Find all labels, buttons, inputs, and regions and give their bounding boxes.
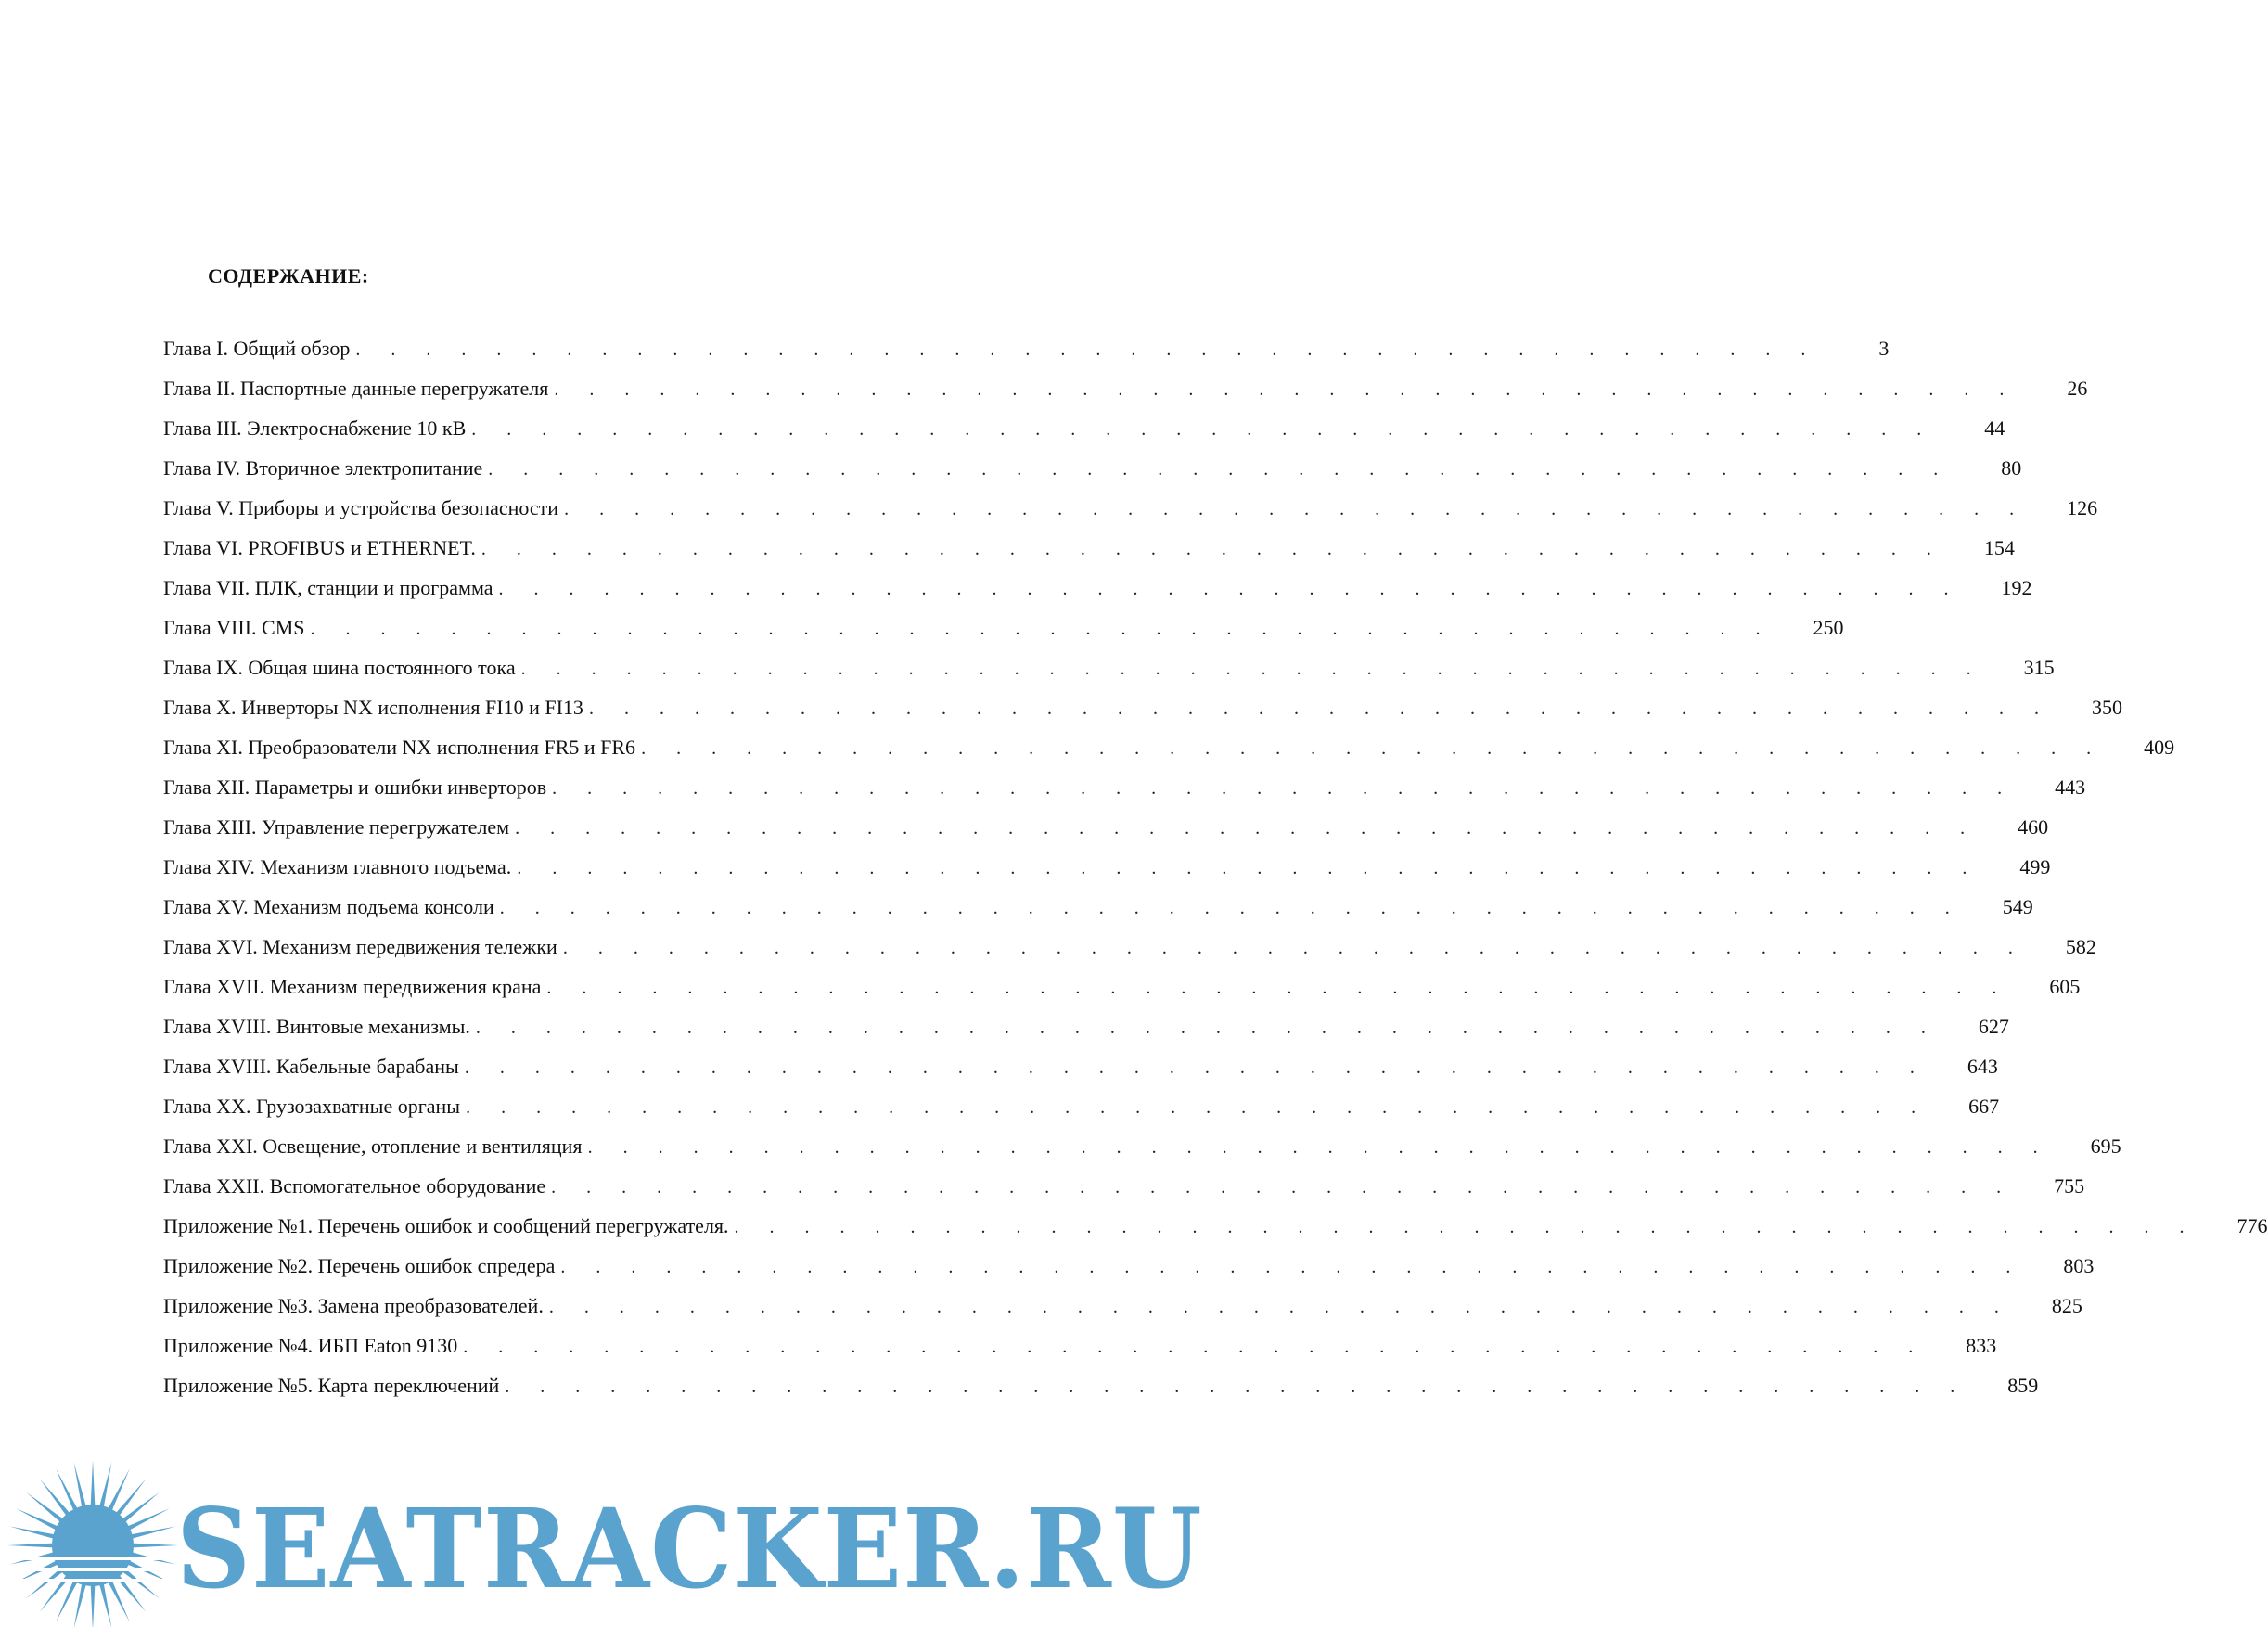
toc-entry-title: Глава XXII. Вспомогательное оборудование xyxy=(163,1174,546,1198)
toc-entry-title: Глава IX. Общая шина постоянного тока xyxy=(163,656,516,679)
toc-leader-dots: . . . . . . . . . . . . . . . . . . . . . . . . . . . . . . . . . . . . . . . . . . xyxy=(588,698,2052,719)
toc-list xyxy=(163,328,2268,1405)
toc-leader-dots: . . . . . . . . . . . . . . . . . . . . . . . . . . . . . . . . . . . . . . . . . . xyxy=(515,818,1979,839)
toc-leader-dots: . . . . . . . . . . . . . . . . . . . . . . . . . . . . . . . . . . . . . . . . . . xyxy=(560,1257,2024,1277)
toc-entry-title: Глава I. Общий обзор xyxy=(163,337,351,360)
toc-entry xyxy=(163,767,2086,807)
toc-entry-page: 3 xyxy=(1878,337,1890,360)
toc-entry xyxy=(163,927,2096,967)
toc-entry-page: 443 xyxy=(2055,775,2086,799)
toc-leader-dots: . . . . . . . . . . . . . . . . . . . . . . . . . . . . . . . . . . . . . . . . . . xyxy=(552,778,2016,799)
toc-entry-page: 315 xyxy=(2023,656,2055,679)
toc-leader-dots: . . . . . . . . . . . . . . . . . . . . . . . . . . . . . . . . . . . . . . . . . . xyxy=(463,1337,1927,1357)
toc-entry xyxy=(163,847,2051,887)
toc-entry-page: 549 xyxy=(2002,895,2033,918)
toc-entry xyxy=(163,1206,2268,1246)
toc-heading: СОДЕРЖАНИЕ: xyxy=(208,264,369,288)
toc-leader-dots: . . . . . . . . . . . . . . . . . . . . . . . . . . . . . . . . . . . . . . . . . . xyxy=(475,1018,1939,1038)
toc-entry-page: 44 xyxy=(1984,416,2005,440)
toc-entry-title: Приложение №2. Перечень ошибок спредера xyxy=(163,1254,556,1277)
toc-entry-page: 667 xyxy=(1968,1095,2000,1118)
toc-entry-page: 755 xyxy=(2054,1174,2085,1198)
toc-entry-title: Глава X. Инверторы NX исполнения FI10 и FI13 xyxy=(163,696,583,719)
toc-entry-page: 627 xyxy=(1978,1015,2009,1038)
toc-entry xyxy=(163,1006,2009,1046)
toc-entry xyxy=(163,368,2088,408)
toc-entry-title: Глава II. Паспортные данные перегружателя xyxy=(163,377,549,400)
toc-entry xyxy=(163,1286,2082,1326)
toc-entry-title: Глава VIII. CMS xyxy=(163,616,305,639)
toc-leader-dots: . . . . . . . . . . . . . . . . . . . . . . . . . . . . . . . . . . . . . . . . . . xyxy=(734,1217,2198,1237)
toc-entry xyxy=(163,1326,1997,1365)
toc-entry xyxy=(163,568,2032,608)
toc-entry-title: Глава XIV. Механизм главного подъема. xyxy=(163,855,512,878)
toc-entry-title: Глава XI. Преобразователи NX исполнения FR5 и FR6 xyxy=(163,736,636,759)
toc-entry xyxy=(163,727,2175,767)
toc-entry xyxy=(163,448,2022,488)
toc-entry-title: Приложение №4. ИБП Eaton 9130 xyxy=(163,1334,458,1357)
toc-entry-title: Приложение №3. Замена преобразователей. xyxy=(163,1294,544,1317)
toc-entry-page: 833 xyxy=(1966,1334,1997,1357)
toc-leader-dots: . . . . . . . . . . . . . . . . . . . . . . . . . . . . . . . . . . . . . . . . . . xyxy=(554,379,2018,400)
toc-entry-page: 803 xyxy=(2063,1254,2095,1277)
toc-leader-dots: . . . . . . . . . . . . . . . . . . . . . . . . . . . . . . . . . . . . . . . . . . xyxy=(310,619,1774,639)
toc-entry-title: Глава V. Приборы и устройства безопасности xyxy=(163,496,559,519)
toc-leader-dots: . . . . . . . . . . . . . . . . . . . . . . . . . . . . . . . . . . . . . . . . . . xyxy=(551,1177,2015,1198)
toc-leader-dots: . . . . . . . . . . . . . . . . . . . . . . . . . . . . . . . . . . . . . . . . . . xyxy=(517,858,1980,878)
toc-leader-dots: . . . . . . . . . . . . . . . . . . . . . . . . . . . . . . . . . . . . . . . . . . xyxy=(564,499,2028,519)
toc-entry-page: 192 xyxy=(2001,576,2032,599)
toc-entry xyxy=(163,647,2055,687)
toc-entry-title: Глава XV. Механизм подъема консоли xyxy=(163,895,494,918)
toc-leader-dots: . . . . . . . . . . . . . . . . . . . . . . . . . . . . . . . . . . . . . . . . . . xyxy=(587,1137,2051,1158)
toc-leader-dots: . . . . . . . . . . . . . . . . . . . . . . . . . . . . . . . . . . . . . . . . . . xyxy=(481,539,1944,559)
toc-entry-title: Приложение №5. Карта переключений xyxy=(163,1374,500,1397)
toc-entry xyxy=(163,408,2005,448)
toc-entry xyxy=(163,807,2049,847)
toc-entry-page: 605 xyxy=(2049,975,2081,998)
toc-entry-title: Глава IV. Вторичное электропитание xyxy=(163,456,483,480)
toc-entry-title: Глава VI. PROFIBUS и ETHERNET. xyxy=(163,536,476,559)
toc-entry-page: 695 xyxy=(2090,1134,2121,1158)
toc-entry-page: 582 xyxy=(2065,935,2096,958)
toc-entry-page: 80 xyxy=(2001,456,2022,480)
toc-entry-page: 643 xyxy=(1967,1055,1998,1078)
toc-entry xyxy=(163,1086,2000,1126)
toc-entry-title: Глава XXI. Освещение, отопление и вентиляция xyxy=(163,1134,583,1158)
toc-leader-dots: . . . . . . . . . . . . . . . . . . . . . . . . . . . . . . . . . . . . . . . . . . xyxy=(355,339,1819,360)
toc-entry xyxy=(163,887,2033,927)
toc-entry xyxy=(163,1166,2085,1206)
toc-entry xyxy=(163,488,2098,528)
watermark-text: SEATRACKER.RU xyxy=(176,1484,1203,1613)
watermark xyxy=(0,1456,1203,1627)
toc-entry xyxy=(163,608,1844,647)
toc-entry-page: 250 xyxy=(1813,616,1844,639)
toc-leader-dots: . . . . . . . . . . . . . . . . . . . . . . . . . . . . . . . . . . . . . . . . . . xyxy=(548,1297,2012,1317)
toc-entry-page: 776 xyxy=(2236,1214,2268,1237)
toc-entry-title: Глава VII. ПЛК, станции и программа xyxy=(163,576,493,599)
toc-entry-page: 26 xyxy=(2067,377,2088,400)
toc-entry-title: Глава XVII. Механизм передвижения крана xyxy=(163,975,542,998)
toc-entry-page: 126 xyxy=(2067,496,2098,519)
toc-entry-title: Глава XVI. Механизм передвижения тележки xyxy=(163,935,557,958)
toc-entry xyxy=(163,1126,2121,1166)
toc-entry xyxy=(163,967,2081,1006)
toc-leader-dots: . . . . . . . . . . . . . . . . . . . . . . . . . . . . . . . . . . . . . . . . . . xyxy=(466,1097,1929,1118)
toc-entry xyxy=(163,1046,1998,1086)
toc-entry-title: Глава III. Электроснабжение 10 кВ xyxy=(163,416,467,440)
toc-entry-page: 499 xyxy=(2019,855,2051,878)
toc-entry xyxy=(163,328,1890,368)
toc-entry-title: Глава XX. Грузозахватные органы xyxy=(163,1095,461,1118)
toc-entry xyxy=(163,1365,2039,1405)
toc-leader-dots: . . . . . . . . . . . . . . . . . . . . . . . . . . . . . . . . . . . . . . . . . . xyxy=(498,579,1962,599)
toc-entry-page: 859 xyxy=(2007,1374,2039,1397)
toc-entry-page: 350 xyxy=(2091,696,2122,719)
toc-leader-dots: . . . . . . . . . . . . . . . . . . . . . . . . . . . . . . . . . . . . . . . . . . xyxy=(499,898,1963,918)
toc-leader-dots: . . . . . . . . . . . . . . . . . . . . . . . . . . . . . . . . . . . . . . . . . . xyxy=(520,659,1984,679)
toc-leader-dots: . . . . . . . . . . . . . . . . . . . . . . . . . . . . . . . . . . . . . . . . . . xyxy=(464,1057,1928,1078)
toc-entry xyxy=(163,687,2122,727)
toc-entry-page: 460 xyxy=(2018,815,2049,839)
sun-icon xyxy=(0,1456,186,1627)
toc-entry-page: 154 xyxy=(1983,536,2015,559)
toc-entry xyxy=(163,528,2015,568)
toc-leader-dots: . . . . . . . . . . . . . . . . . . . . . . . . . . . . . . . . . . . . . . . . . . xyxy=(505,1377,1968,1397)
toc-leader-dots: . . . . . . . . . . . . . . . . . . . . . . . . . . . . . . . . . . . . . . . . . . xyxy=(471,419,1935,440)
toc-entry-title: Глава XIII. Управление перегружателем xyxy=(163,815,510,839)
toc-entry-title: Глава XII. Параметры и ошибки инверторов xyxy=(163,775,547,799)
toc-entry-title: Приложение №1. Перечень ошибок и сообщений перегружателя. xyxy=(163,1214,729,1237)
toc-leader-dots: . . . . . . . . . . . . . . . . . . . . . . . . . . . . . . . . . . . . . . . . . . xyxy=(488,459,1952,480)
toc-entry-title: Глава XVIII. Кабельные барабаны xyxy=(163,1055,459,1078)
toc-entry xyxy=(163,1246,2095,1286)
toc-leader-dots: . . . . . . . . . . . . . . . . . . . . . . . . . . . . . . . . . . . . . . . . . . xyxy=(641,738,2105,759)
toc-entry-page: 825 xyxy=(2051,1294,2082,1317)
toc-leader-dots: . . . . . . . . . . . . . . . . . . . . . . . . . . . . . . . . . . . . . . . . . . xyxy=(546,978,2010,998)
toc-entry-page: 409 xyxy=(2144,736,2175,759)
toc-entry-title: Глава XVIII. Винтовые механизмы. xyxy=(163,1015,470,1038)
toc-leader-dots: . . . . . . . . . . . . . . . . . . . . . . . . . . . . . . . . . . . . . . . . . . xyxy=(562,938,2026,958)
